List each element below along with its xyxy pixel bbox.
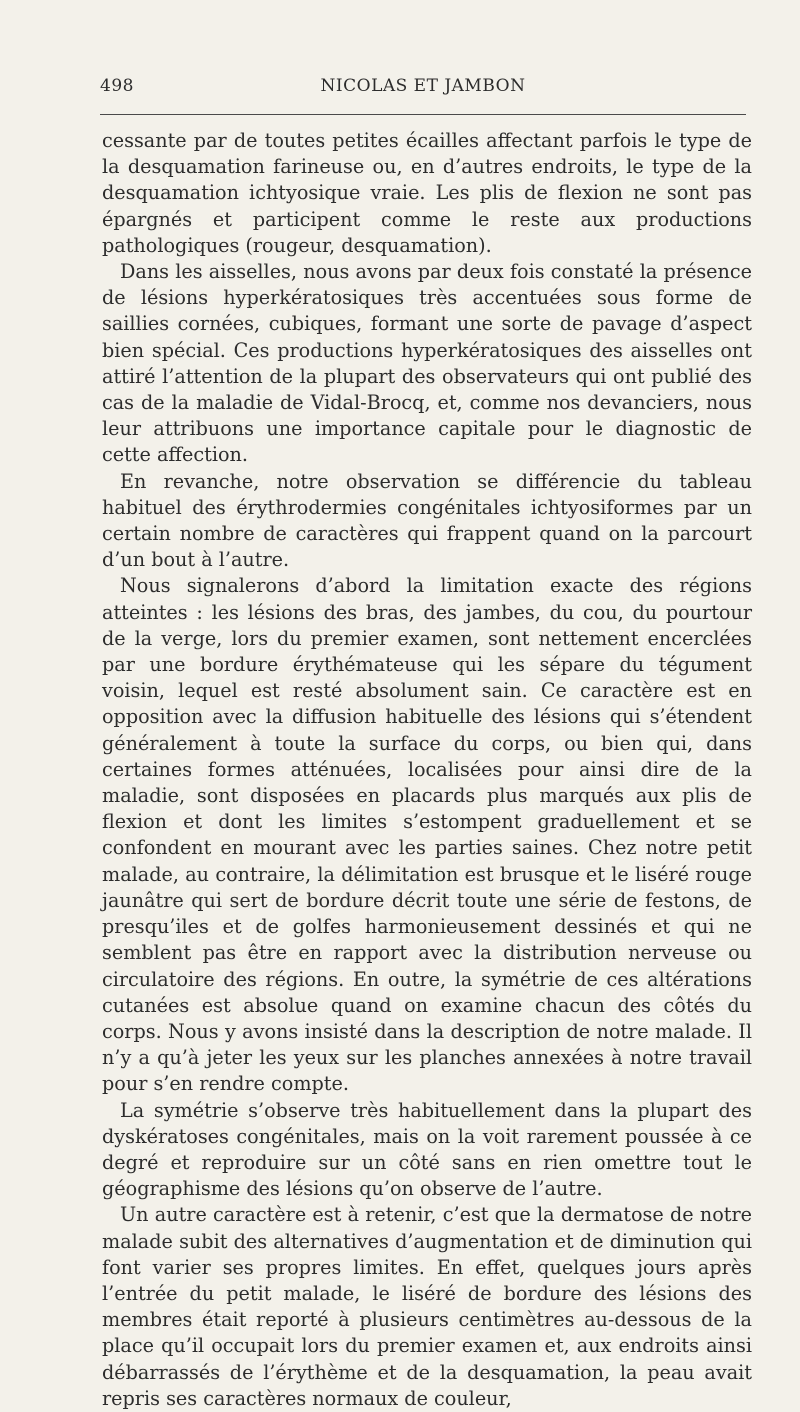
header-rule [100, 114, 746, 115]
paragraph: En revanche, notre observation se différencie du tableau habituel des érythrodermies congénitales ichtyosiformes par un certain nombre de caractères qui frappent quand on la parcourt d’un bout à l’autre. [102, 469, 752, 572]
page-header [100, 76, 746, 100]
running-title: NICOLAS ET JAMBON [320, 76, 526, 96]
paragraph: Dans les aisselles, nous avons par deux fois constaté la présence de lésions hyperkératosiques très accentuées sous forme de saillies cornées, cubiques, formant une sorte de pavage d’aspect bien spécial. Ces productions hyperkératosiques des aisselles ont attiré l’attention de la plupart des observateurs qui ont publié des cas de la maladie de Vidal-Brocq, et, comme nos devanciers, nous leur attribuons une importance capitale pour le diagnostic de cette affection. [102, 260, 752, 467]
paragraph-continuation: cessante par de toutes petites écailles affectant parfois le type de la desquamation farineuse ou, en d’autres endroits, le type de la desquamation ichtyosique vraie. Les plis de flexion ne sont pas épargnés et participent comme le reste aux productions pathologiques (rougeur, desquamation). [102, 129, 752, 257]
paragraph: Un autre caractère est à retenir, c’est que la dermatose de notre malade subit des alternatives d’augmentation et de diminution qui font varier ses propres limites. En effet, quelques jours après l’entrée du petit malade, le liséré de bordure des lésions des membres était reporté à plusieurs centimètres au-dessous de la place qu’il occupait lors du premier examen et, aux endroits ainsi débarrassés de l’érythème et de la desquamation, la peau avait repris ses caractères normaux de couleur, [102, 1203, 752, 1410]
page-number: 498 [100, 76, 134, 96]
paragraph: La symétrie s’observe très habituellement dans la plupart des dyskératoses congénitales, mais on la voit rarement poussée à ce degré et reproduire sur un côté sans en rien omettre tout le géographisme des lésions qu’on observe de l’autre. [102, 1098, 752, 1201]
paragraph: Nous signalerons d’abord la limitation exacte des régions atteintes : les lésions des bras, des jambes, du cou, du pourtour de la verge, lors du premier examen, sont nettement encerclées par une bordure érythémateuse qui les sépare du tégument voisin, lequel est resté absolument sain. Ce caractère est en opposition avec la diffusion habituelle des lésions qui s’étendent généralement à toute la surface du corps, ou bien qui, dans certaines formes atténuées, localisées pour ainsi dire de la maladie, sont disposées en placards plus marqués aux plis de flexion et dont les limites s’estompent graduellement et se confondent en mourant avec les parties saines. Chez notre petit malade, au contraire, la délimitation est brusque et le liséré rouge jaunâtre qui sert de bordure décrit toute une série de festons, de presqu’iles et de golfes harmonieusement dessinés et qui ne semblent pas être en rapport avec la distribution nerveuse ou circulatoire des régions. En outre, la symétrie de ces altérations cutanées est absolue quand on examine chacun des côtés du corps. Nous y avons insisté dans la description de notre malade. Il n’y a qu’à jeter les yeux sur les planches annexées à notre travail pour s’en rendre compte. [102, 574, 752, 1096]
body-text [102, 128, 752, 1412]
